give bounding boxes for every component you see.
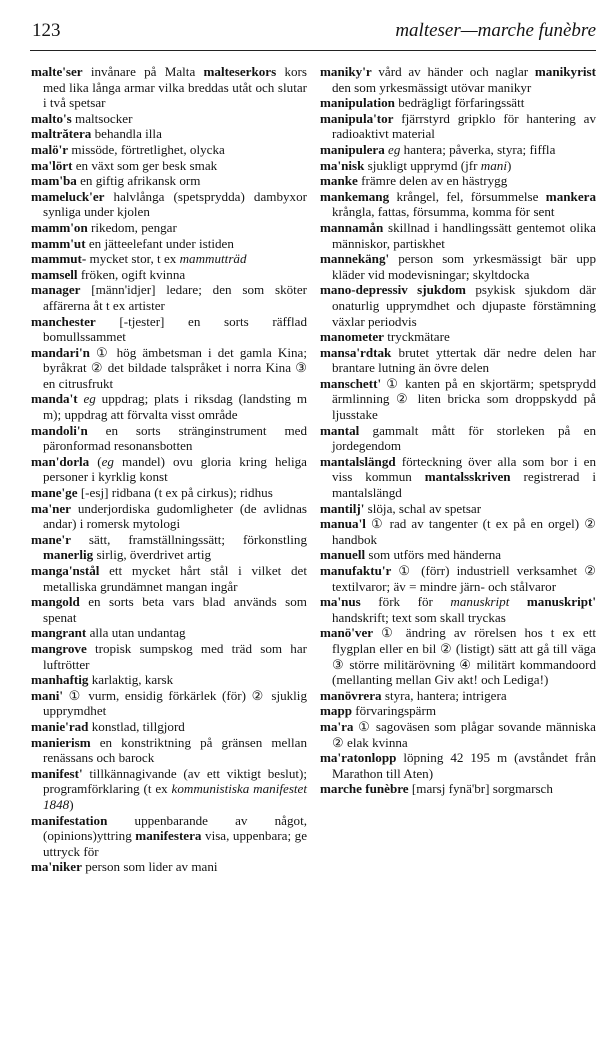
entry-derived-word: mankera <box>545 188 596 204</box>
dictionary-entry <box>31 735 307 766</box>
dictionary-entry <box>31 423 307 454</box>
entry-definition: ( <box>89 453 102 469</box>
entry-headword: mammut- <box>31 251 87 267</box>
entry-headword: ma'ra <box>320 718 354 734</box>
entry-headword: malto's <box>31 110 72 126</box>
entry-headword: manchester <box>31 313 96 329</box>
dictionary-entry <box>320 64 596 95</box>
dictionary-entry <box>320 189 596 220</box>
entry-definition: handskrift; text som skall tryckas <box>332 609 506 625</box>
entry-definition: fröken, ogift kvinna <box>77 266 186 282</box>
entry-derived-word: mantalsskriven <box>424 469 511 485</box>
entry-definition: förteckning över alla som bor i en viss kommun <box>332 453 596 485</box>
entry-definition: visa, uppenbara; ge uttryck för <box>43 828 308 859</box>
entry-italic-text: eg <box>83 391 96 407</box>
entry-headword: malte'ser <box>31 64 83 79</box>
dictionary-entry <box>31 766 307 813</box>
entry-definition: en jätteelefant under istiden <box>85 235 234 251</box>
dictionary-entry <box>31 625 307 641</box>
dictionary-entry <box>31 236 307 252</box>
dictionary-entry <box>31 173 307 189</box>
entry-derived-word: manuskript' <box>526 594 596 610</box>
entry-definition: registrerad i mantalslängd <box>332 469 597 501</box>
page-number: 123 <box>32 20 61 41</box>
entry-derived-word: manikyrist <box>534 64 596 79</box>
entry-definition: ) <box>506 157 512 173</box>
entry-headword: ma'ratonlopp <box>320 750 397 766</box>
dictionary-entry <box>320 719 596 750</box>
dictionary-entry <box>31 641 307 672</box>
entry-definition: rikedom, pengar <box>87 219 177 235</box>
right-column <box>320 64 596 797</box>
entry-definition: brutet yttertak där nedre delen har brantare lutning än övre delen <box>332 344 596 376</box>
entry-definition: kors med lika långa armar vilka breddas utåt och slutar i två spetsar <box>43 64 307 111</box>
dictionary-entry <box>320 625 596 687</box>
entry-italic-text: eg <box>388 141 401 157</box>
entry-definition: fjärrstyrd gripklo för hantering av radioaktivt material <box>332 110 596 142</box>
dictionary-entry <box>31 345 307 392</box>
entry-headword: manschett' <box>320 375 382 391</box>
entry-italic-text: mammutträd <box>179 251 247 267</box>
entry-headword: mane'r <box>31 531 71 547</box>
dictionary-entry <box>31 314 307 345</box>
entry-headword: mandoli'n <box>31 422 88 438</box>
entry-definition: sätt, framställningssätt; förkonstling <box>71 531 307 547</box>
entry-headword: maltrătera <box>31 126 92 142</box>
entry-definition: skillnad i handlingssätt gentemot olika människor, partiskhet <box>332 219 596 251</box>
entry-definition: krångel, fel, försummelse <box>389 188 546 204</box>
entry-definition: förvaringspärm <box>352 703 437 719</box>
entry-definition: sjukligt upprymd (jfr <box>364 157 481 173</box>
entry-headword: manierism <box>31 734 91 750</box>
entry-headword: mantalslängd <box>320 453 396 469</box>
entry-definition: ett mycket hårt stål i vilket det metalliska grundämnet mangan ingår <box>43 563 307 594</box>
entry-headword: mamsell <box>31 266 78 282</box>
dictionary-entry <box>320 547 596 563</box>
entry-headword: maniky'r <box>320 64 372 79</box>
dictionary-entry <box>31 142 307 158</box>
entry-definition: alla utan undantag <box>86 625 186 641</box>
entry-definition: ① rad av tangenter (t ex på en orgel) ② handbok <box>332 516 596 547</box>
dictionary-entry <box>320 376 596 423</box>
dictionary-entry <box>320 703 596 719</box>
entry-definition: ) <box>69 796 74 812</box>
entry-definition <box>509 594 527 609</box>
entry-definition: en växt som ger besk smak <box>72 157 218 173</box>
dictionary-entry <box>320 454 596 501</box>
dictionary-entry <box>31 859 307 875</box>
entry-headword: mane'ge <box>31 485 78 501</box>
entry-definition: tropisk sumpskog med träd som har luftrötter <box>43 640 307 672</box>
entry-definition: ① kanten på en skjortärm; spetsprydd ärmlinning ② liten bricka som droppskydd på ljusstake <box>332 375 596 423</box>
entry-headword: manua'l <box>320 516 366 532</box>
entry-headword: mantal <box>320 422 360 438</box>
entry-headword: mam'ba <box>31 173 77 189</box>
entry-italic-text: eg <box>101 453 114 469</box>
entry-definition: den som yrkesmässigt utövar manikyr <box>332 79 532 95</box>
entry-headword: mandari'n <box>31 344 90 360</box>
entry-headword: manke <box>320 173 358 189</box>
entry-headword: mannekäng' <box>320 251 390 267</box>
entry-definition: bedrägligt förfaringssätt <box>394 95 525 111</box>
entry-headword: mannamån <box>320 219 384 235</box>
entry-headword: manipulera <box>320 141 385 157</box>
entry-definition: löpning 42 195 m (avståndet från Marathon till Aten) <box>332 750 596 781</box>
entry-definition: gammalt mått för storleken på en jordegendom <box>332 422 596 454</box>
entry-definition: [marsj fynä'br] sorgmarsch <box>408 781 553 797</box>
dictionary-entry <box>31 64 307 111</box>
dictionary-entry <box>320 781 596 797</box>
dictionary-entry <box>31 251 307 267</box>
entry-headword: manifest' <box>31 765 83 781</box>
entry-definition: [-esj] ridbana (t ex på cirkus); ridhus <box>77 485 273 501</box>
entry-definition: en sorts stränginstrument med päronformad resonansbotten <box>43 422 307 454</box>
entry-headword: malö'r <box>31 141 69 157</box>
entry-headword: manager <box>31 282 81 298</box>
dictionary-entry <box>31 220 307 236</box>
dictionary-entry <box>31 532 307 563</box>
entry-headword: mangrant <box>31 625 87 641</box>
entry-headword: manometer <box>320 329 384 345</box>
guide-words: malteser—marche funèbre <box>395 20 596 41</box>
entry-definition: person som lider av mani <box>81 859 218 875</box>
dictionary-entry <box>320 282 596 329</box>
entry-headword: ma'lört <box>31 157 73 173</box>
entry-headword: mankemang <box>320 188 390 204</box>
page-header <box>30 16 596 51</box>
entry-definition: [männ'idjer] ledare; den som sköter affärerna åt t ex artister <box>43 282 307 313</box>
entry-definition: främre delen av en hästrygg <box>357 173 508 189</box>
entry-definition: tryckmätare <box>384 329 450 345</box>
entry-definition: slöja, schal av spetsar <box>364 500 482 516</box>
entry-definition: en giftig afrikansk orm <box>76 173 201 189</box>
entry-definition: en sorts beta vars blad används som spenat <box>43 594 307 625</box>
entry-definition: förk för <box>360 594 451 610</box>
entry-definition: sirlig, överdrivet artig <box>93 547 211 563</box>
entry-definition: halvlånga (spetsprydda) dambyxor synliga under kjolen <box>43 188 307 220</box>
entry-headword: ma'ner <box>31 500 71 516</box>
dictionary-entry <box>31 391 307 422</box>
dictionary-entry <box>31 485 307 501</box>
entry-definition: mandel) ovu gloria kring heliga personer i kyrklig konst <box>43 453 307 485</box>
entry-definition: ① ändring av rörelsen hos t ex ett flygplan eller en bil ② (listigt) sätt att gå till väga ③ större militärövning ④ militärt kommandoord (mellanting mellan Giv akt! och Lediga!) <box>332 625 596 688</box>
entry-definition: person som yrkesmässigt bär upp kläder vid modevisningar; skyltdocka <box>332 251 596 282</box>
entry-definition: uppdrag; plats i riksdag (landsting m m); uppdrag att förvalta visst område <box>43 391 308 423</box>
entry-headword: mangold <box>31 594 80 610</box>
entry-definition: invånare på Malta <box>82 64 204 79</box>
entry-headword: mamm'on <box>31 219 88 235</box>
entry-headword: manövrera <box>320 687 382 703</box>
dictionary-entry <box>31 267 307 283</box>
entry-definition: behandla illa <box>91 126 162 142</box>
entry-headword: ma'nus <box>320 594 361 610</box>
entry-definition: krångla, fattas, försumma, komma för sent <box>332 204 555 220</box>
entry-definition: mycket stor, t ex <box>86 251 180 267</box>
entry-headword: manipula'tor <box>320 110 394 126</box>
entry-headword: ma'niker <box>31 859 82 875</box>
entry-definition: psykisk sjukdom där onaturlig upprymdhet och djupaste förstämning växlar periodvis <box>332 282 597 329</box>
entry-headword: manö'ver <box>320 625 374 641</box>
entry-definition: vård av händer och naglar <box>371 64 535 79</box>
entry-derived-word: manifestera <box>135 828 202 844</box>
entry-headword: mano-depressiv sjukdom <box>320 282 466 298</box>
dictionary-entry <box>31 672 307 688</box>
entry-headword: mangrove <box>31 640 87 656</box>
entry-headword: man'dorla <box>31 453 90 469</box>
entry-definition: karlaktig, karsk <box>88 672 174 688</box>
entry-definition: uppenbarande av något, (opinions)yttring <box>43 812 307 844</box>
entry-italic-text: manuskript <box>450 594 510 610</box>
dictionary-entry <box>31 688 307 719</box>
entry-headword: manda't <box>31 391 78 407</box>
entry-headword: mameluck'er <box>31 188 105 204</box>
dictionary-entry <box>320 563 596 594</box>
left-column <box>31 64 307 875</box>
dictionary-entry <box>320 158 596 174</box>
entry-headword: ma'nisk <box>320 157 365 173</box>
dictionary-entry <box>31 158 307 174</box>
dictionary-entry <box>320 142 596 158</box>
entry-headword: mamm'ut <box>31 235 86 251</box>
entry-definition: som utförs med händerna <box>365 547 502 563</box>
entry-headword: manifestation <box>31 812 108 828</box>
entry-headword: manhaftig <box>31 672 89 688</box>
dictionary-entry <box>320 329 596 345</box>
entry-definition: ① hög ämbetsman i det gamla Kina; byråkrat ② det bildade talspråket i norra Kina ③ en citrusfrukt <box>43 344 307 391</box>
dictionary-entry <box>31 282 307 313</box>
entry-definition: underjordiska gudomligheter (de avlidnas andar) i romersk mytologi <box>43 500 307 532</box>
entry-definition: konstlad, tillgjord <box>88 718 185 734</box>
dictionary-entry <box>320 111 596 142</box>
dictionary-entry <box>31 111 307 127</box>
entry-definition: tillkännagivande (av ett viktigt beslut); programförklaring (t ex <box>43 765 307 797</box>
entry-definition: ① sagoväsen som plågar sovande människa ② elak kvinna <box>332 718 596 750</box>
dictionary-entry <box>320 220 596 251</box>
dictionary-entry <box>320 516 596 547</box>
dictionary-entry <box>31 126 307 142</box>
dictionary-entry <box>320 95 596 111</box>
entry-definition: missöde, förtretlighet, olycka <box>68 141 225 157</box>
entry-definition: ① vurm, ensidig förkärlek (för) ② sjuklig upprymdhet <box>43 687 307 719</box>
dictionary-entry <box>31 189 307 220</box>
entry-headword: mansa'rdtak <box>320 344 392 360</box>
dictionary-entry <box>31 563 307 594</box>
dictionary-entry <box>31 454 307 485</box>
entry-italic-text: mani <box>480 157 507 173</box>
dictionary-entry <box>31 594 307 625</box>
dictionary-entry <box>320 750 596 781</box>
dictionary-entry <box>320 345 596 376</box>
entry-definition: ① (förr) industriell verksamhet ② textilvaror; äv = mindre järn- och stålvaror <box>332 563 596 594</box>
entry-headword: marche funèbre <box>320 781 409 797</box>
dictionary-entry <box>320 173 596 189</box>
dictionary-entry <box>320 594 596 625</box>
entry-headword: manuell <box>320 547 366 563</box>
entry-italic-text: kommunistiska manifestet 1848 <box>43 781 307 812</box>
entry-headword: manga'nstål <box>31 563 100 578</box>
entry-definition: en konstriktning på gränsen mellan renässans och barock <box>43 734 307 766</box>
dictionary-entry <box>31 719 307 735</box>
dictionary-entry <box>320 251 596 282</box>
entry-headword: mantilj' <box>320 500 365 516</box>
dictionary-entry <box>320 501 596 517</box>
entry-definition: maltsocker <box>71 110 133 126</box>
entry-headword: manipulation <box>320 95 395 111</box>
entry-definition: hantera; påverka, styra; fiffla <box>400 141 556 157</box>
entry-definition: styra, hantera; intrigera <box>381 687 507 703</box>
entry-headword: mapp <box>320 703 353 719</box>
entry-definition: [-tjester] en sorts räfflad bomullssammet <box>43 313 307 345</box>
dictionary-entry <box>320 688 596 704</box>
entry-headword: manufaktu'r <box>320 563 392 578</box>
entry-derived-word: manerlig <box>43 547 94 563</box>
entry-headword: manie'rad <box>31 718 89 734</box>
entry-headword: mani' <box>31 687 64 703</box>
dictionary-entry <box>31 813 307 860</box>
dictionary-entry <box>320 423 596 454</box>
dictionary-entry <box>31 501 307 532</box>
entry-derived-word: malteserkors <box>203 64 277 79</box>
